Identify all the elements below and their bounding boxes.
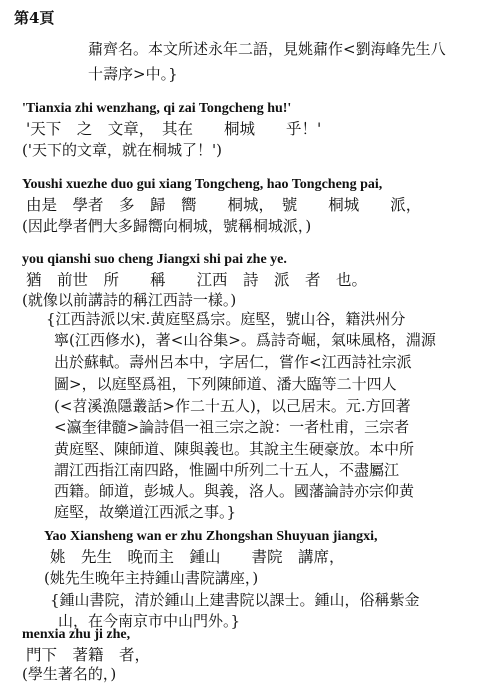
note-line: 黄庭堅、陳師道、陳與義也。其說主生硬豪放。本中所 xyxy=(54,440,415,458)
chinese-line: 由是 學者 多 歸 嚮 桐城， 號 桐城 派， xyxy=(26,196,422,214)
note-line: (<苕溪漁隱叢話>作二十五人)，以己居末。元.方回著 xyxy=(54,397,411,415)
chinese-line: 姚 先生 晚而主 鍾山 書院 講席， xyxy=(50,548,345,566)
note-line: 寧(江西修水)，著<山谷集>。爲詩奇崛，氣味風格，淵源 xyxy=(54,331,436,349)
chinese-line: 猶 前世 所 稱 江西 詩 派 者 也。 xyxy=(26,271,368,289)
page-number: 第4頁 xyxy=(14,9,55,27)
note-line: {鍾山書院，清於鍾山上建書院以課士。鍾山，俗稱紫金 xyxy=(50,591,420,609)
translation-line: (因此學者們大多歸嚮向桐城，號稱桐城派，) xyxy=(22,217,312,235)
translation-line: ('天下的文章，就在桐城了！') xyxy=(22,141,222,159)
pinyin-line: menxia zhu ji zhe, xyxy=(22,627,131,642)
note-line: <瀛奎律髓>論詩倡一祖三宗之說：一者杜甫，三宗者 xyxy=(54,418,410,436)
note-line: 庭堅，故樂道江西派之事。} xyxy=(54,503,237,521)
pinyin-line: 'Tianxia zhi wenzhang, qi zai Tongcheng hu!' xyxy=(22,101,292,116)
note-line: 圖>，以庭堅爲祖，下列陳師道、潘大臨等二十四人 xyxy=(54,375,397,393)
pinyin-line: Yao Xiansheng wan er zhu Zhongshan Shuyuan jiangxi, xyxy=(44,529,378,544)
pinyin-line: you qianshi suo cheng Jiangxi shi pai zhe ye. xyxy=(22,252,287,267)
translation-line: (就像以前講詩的稱江西詩一樣。) xyxy=(22,291,237,309)
note-line: 出於蘇軾。壽州呂本中，字居仁，嘗作<江西詩社宗派 xyxy=(54,353,412,371)
note-line: 西籍。師道，彭城人。與義，洛人。國藩論詩亦宗仰黄 xyxy=(54,482,415,500)
note-line: 謂江西指江南四路，惟圖中所列二十五人，不盡屬江 xyxy=(54,461,400,479)
note-line: {江西詩派以宋.黄庭堅爲宗。庭堅，號山谷，籍洪州分 xyxy=(46,310,406,328)
intro-line: 鼐齊名。本文所述永年二語，見姚鼐作<劉海峰先生八 xyxy=(88,40,446,58)
intro-line: 十壽序>中。} xyxy=(88,65,178,83)
translation-line: (學生著名的，) xyxy=(22,665,117,683)
chinese-line: '天下 之 文章， 其在 桐城 乎！' xyxy=(26,120,322,138)
translation-line: (姚先生晚年主持鍾山書院講座，) xyxy=(44,569,259,587)
note-line: 山，在今南京市中山門外。} xyxy=(58,612,241,630)
pinyin-line: Youshi xuezhe duo gui xiang Tongcheng, hao Tongcheng pai, xyxy=(22,177,383,192)
chinese-line: 門下 著籍 者， xyxy=(26,646,151,664)
